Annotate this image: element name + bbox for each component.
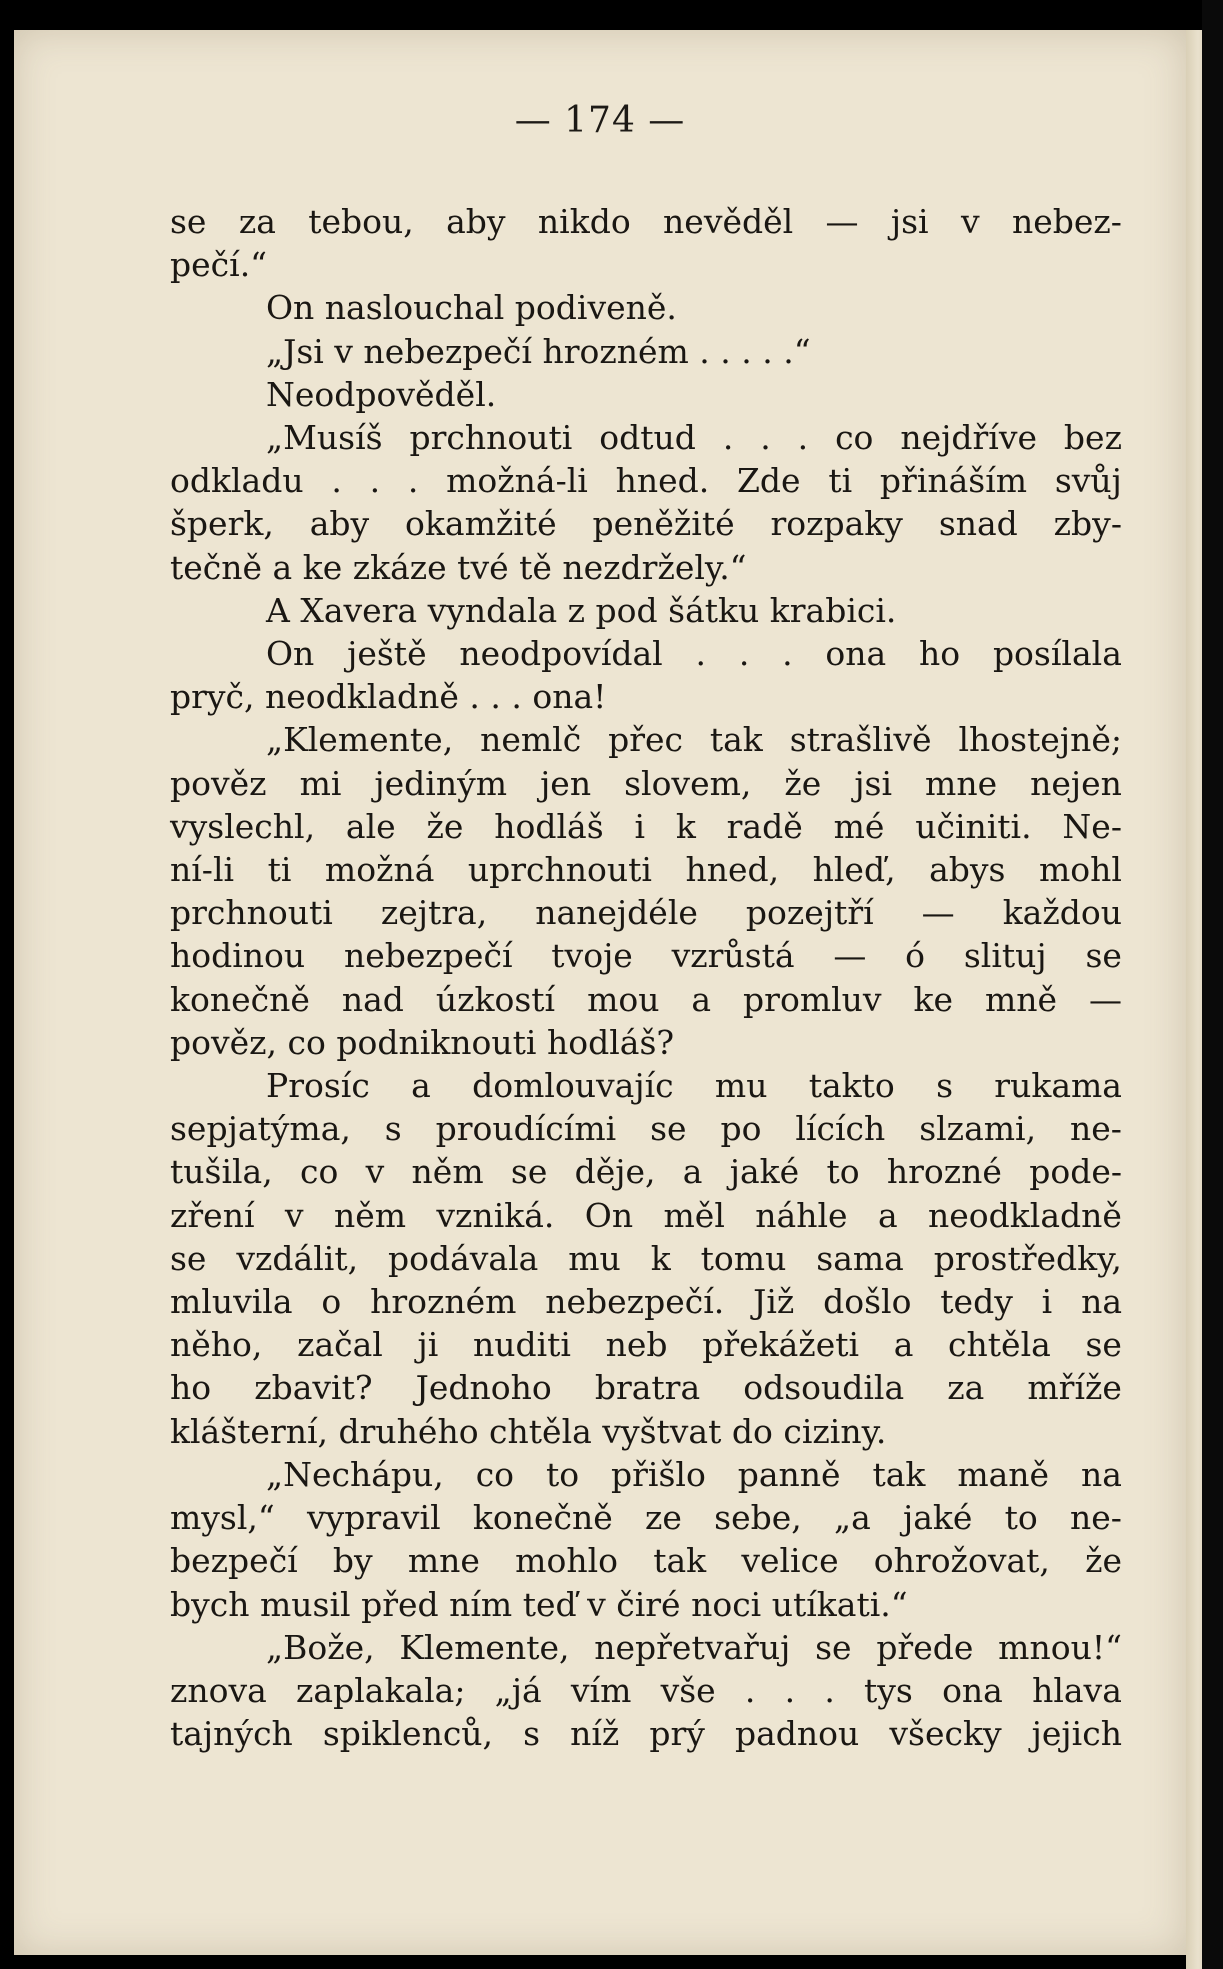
text-line: „Bože, Klemente, nepřetvařuj se přede mnou!“ xyxy=(266,1627,1122,1667)
text-line: ho zbavit? Jednoho bratra odsoudila za mříže xyxy=(170,1368,1122,1408)
text-line: pověz mi jediným jen slovem, že jsi mne nejen xyxy=(170,763,1122,803)
text-line: ní-li ti možná uprchnouti hned, hleď, abys mohl xyxy=(170,850,1122,890)
text-line: tušila, co v něm se děje, a jaké to hrozné pode- xyxy=(170,1152,1122,1192)
text-line: šperk, aby okamžité peněžité rozpaky snad zby- xyxy=(170,504,1122,544)
text-line: tajných spiklenců, s níž prý padnou všecky jejich xyxy=(170,1714,1122,1754)
book-gutter-shadow xyxy=(1202,0,1223,1969)
text-line: konečně nad úzkostí mou a promluv ke mně — xyxy=(170,979,1122,1019)
text-line: „Klemente, nemlč přec tak strašlivě lhostejně; xyxy=(266,720,1122,760)
text-line: pověz, co podniknouti hodláš? xyxy=(170,1022,675,1062)
text-line: On ještě neodpovídal . . . ona ho posílala xyxy=(266,634,1122,674)
text-line: pečí.“ xyxy=(170,245,268,285)
text-line: se vzdálit, podávala mu k tomu sama prostředky, xyxy=(170,1238,1122,1278)
text-line: znova zaplakala; „já vím vše . . . tys ona hlava xyxy=(170,1670,1122,1710)
text-line: prchnouti zejtra, nanejdéle pozejtří — každou xyxy=(170,893,1122,933)
text-line: mysl,“ vypravil konečně ze sebe, „a jaké to ne- xyxy=(170,1498,1122,1538)
text-line: bych musil před ním teď v čiré noci utíkati.“ xyxy=(170,1584,908,1624)
text-line: sepjatýma, s proudícími se po lících slzami, ne- xyxy=(170,1109,1122,1149)
text-line: „Nechápu, co to přišlo panně tak maně na xyxy=(266,1454,1122,1494)
text-line: něho, začal ji nuditi neb překážeti a chtěla se xyxy=(170,1325,1122,1365)
text-line: hodinou nebezpečí tvoje vzrůstá — ó slituj se xyxy=(170,936,1122,976)
text-line: vyslechl, ale že hodláš i k radě mé učiniti. Ne- xyxy=(170,806,1122,846)
text-line: On naslouchal podiveně. xyxy=(266,288,677,328)
text-line: A Xavera vyndala z pod šátku krabici. xyxy=(266,590,897,630)
text-line: se za tebou, aby nikdo nevěděl — jsi v nebez- xyxy=(170,202,1122,241)
text-line: bezpečí by mne mohlo tak velice ohrožovat, že xyxy=(170,1541,1122,1581)
text-line: pryč, neodkladně . . . ona! xyxy=(170,677,607,717)
text-line: klášterní, druhého chtěla vyštvat do ciziny. xyxy=(170,1411,887,1451)
text-line: odkladu . . . možná-li hned. Zde ti přináším svůj xyxy=(170,461,1122,501)
text-line: „Musíš prchnouti odtud . . . co nejdříve bez xyxy=(266,418,1122,458)
page-number: — 174 — xyxy=(514,100,686,141)
text-line: zření v něm vzniká. On měl náhle a neodkladně xyxy=(170,1195,1122,1235)
text-line: „Jsi v nebezpečí hrozném . . . . .“ xyxy=(266,331,811,371)
text-line: Neodpověděl. xyxy=(266,374,497,414)
body-text xyxy=(170,200,1122,1755)
text-line: Prosíc a domlouvajíc mu takto s rukama xyxy=(266,1066,1122,1106)
text-line: tečně a ke zkáze tvé tě nezdržely.“ xyxy=(170,547,747,587)
text-line: mluvila o hrozném nebezpečí. Již došlo tedy i na xyxy=(170,1282,1122,1322)
book-page xyxy=(14,30,1186,1955)
